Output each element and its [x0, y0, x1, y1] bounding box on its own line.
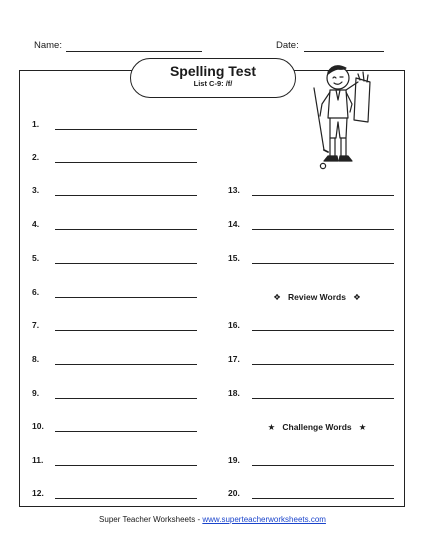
answer-line[interactable]: [55, 195, 197, 196]
answer-line[interactable]: [55, 364, 197, 365]
row-number: 19.: [228, 455, 240, 465]
page-subtitle: List C-9: /f/: [193, 79, 233, 88]
answer-line[interactable]: [55, 330, 197, 331]
footer: [0, 515, 425, 524]
row-number: 8.: [32, 354, 40, 364]
row-number: 20.: [228, 488, 240, 498]
row-number: 3.: [32, 185, 40, 195]
footer-link[interactable]: www.superteacherworksheets.com: [202, 515, 326, 524]
row-number: 18.: [228, 388, 240, 398]
row-number: 2.: [32, 152, 40, 162]
review-words-label: Review Words: [288, 292, 346, 302]
answer-line[interactable]: [55, 465, 197, 466]
row-number: 10.: [32, 421, 44, 431]
row-number: 16.: [228, 320, 240, 330]
answer-line[interactable]: [252, 364, 394, 365]
row-number: 4.: [32, 219, 40, 229]
answer-line[interactable]: [252, 330, 394, 331]
row-number: 9.: [32, 388, 40, 398]
star-bullet-icon: ★: [358, 422, 367, 432]
challenge-words-label: Challenge Words: [282, 422, 352, 432]
answer-line[interactable]: [252, 398, 394, 399]
diamond-bullet-icon: ❖: [273, 292, 281, 302]
row-number: 1.: [32, 119, 40, 129]
answer-line[interactable]: [55, 398, 197, 399]
row-number: 15.: [228, 253, 240, 263]
page-title: Spelling Test: [169, 63, 257, 79]
answer-line[interactable]: [55, 129, 197, 130]
answer-line[interactable]: [55, 431, 197, 432]
name-label: Name:: [34, 40, 62, 51]
row-number: 11.: [32, 455, 44, 465]
answer-line[interactable]: [252, 498, 394, 499]
answer-line[interactable]: [252, 263, 394, 264]
title-pill: [130, 58, 296, 98]
date-line[interactable]: [304, 51, 384, 52]
row-number: 7.: [32, 320, 40, 330]
answer-line[interactable]: [55, 229, 197, 230]
row-number: 6.: [32, 287, 40, 297]
row-number: 13.: [228, 185, 240, 195]
answer-line[interactable]: [252, 229, 394, 230]
answer-line[interactable]: [55, 297, 197, 298]
answer-line[interactable]: [55, 162, 197, 163]
review-words-heading: [242, 292, 392, 303]
answer-line[interactable]: [55, 263, 197, 264]
row-number: 14.: [228, 219, 240, 229]
challenge-words-heading: [242, 422, 392, 433]
answer-line[interactable]: [252, 195, 394, 196]
star-bullet-icon: ★: [267, 422, 276, 432]
name-line[interactable]: [66, 51, 202, 52]
answer-line[interactable]: [55, 498, 197, 499]
answer-line[interactable]: [252, 465, 394, 466]
golfer-boy-icon: [308, 60, 380, 172]
row-number: 12.: [32, 488, 44, 498]
diamond-bullet-icon: ❖: [353, 292, 361, 302]
date-label: Date:: [276, 40, 299, 51]
row-number: 17.: [228, 354, 240, 364]
row-number: 5.: [32, 253, 40, 263]
footer-text: Super Teacher Worksheets -: [99, 515, 203, 524]
